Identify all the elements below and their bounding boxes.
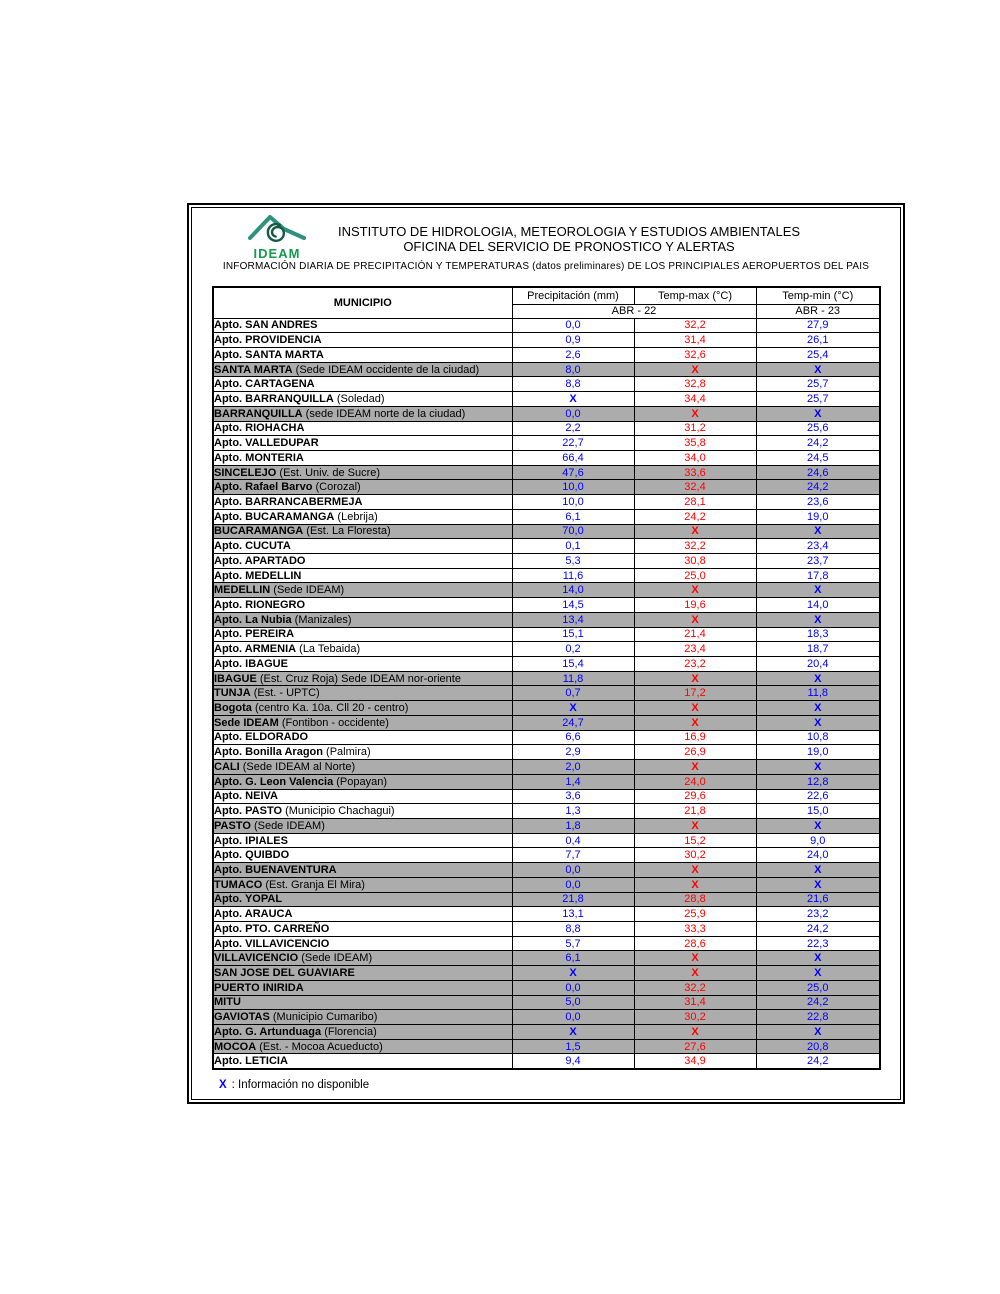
municipio-cell: Apto. Rafael Barvo (Corozal) <box>213 480 512 495</box>
precip-cell: 0,9 <box>512 333 634 348</box>
municipio-cell: Apto. ARAUCA <box>213 907 512 922</box>
table-row <box>213 892 880 907</box>
table-row <box>213 980 880 995</box>
temp-max-cell: 21,4 <box>634 627 756 642</box>
table-row <box>213 715 880 730</box>
temp-max-cell: 19,6 <box>634 598 756 613</box>
table-row <box>213 583 880 598</box>
table-row <box>213 966 880 981</box>
municipio-cell: CALI (Sede IDEAM al Norte) <box>213 760 512 775</box>
temp-max-cell: 32,2 <box>634 980 756 995</box>
temp-min-cell: 24,5 <box>756 450 880 465</box>
table-row <box>213 495 880 510</box>
temp-min-cell: 24,2 <box>756 480 880 495</box>
table-row <box>213 760 880 775</box>
table-row <box>213 833 880 848</box>
precip-cell: 21,8 <box>512 892 634 907</box>
temp-min-cell: X <box>756 760 880 775</box>
municipio-cell: Apto. MEDELLIN <box>213 568 512 583</box>
municipio-cell: SAN JOSE DEL GUAVIARE <box>213 966 512 981</box>
weather-table <box>212 286 881 1070</box>
municipio-cell: Apto. IBAGUE <box>213 657 512 672</box>
precip-cell: 15,4 <box>512 657 634 672</box>
table-row <box>213 995 880 1010</box>
table-row <box>213 1039 880 1054</box>
municipio-cell: Apto. SAN ANDRES <box>213 318 512 333</box>
precip-cell: 2,2 <box>512 421 634 436</box>
precip-cell: X <box>512 392 634 407</box>
temp-min-cell: X <box>756 966 880 981</box>
precip-cell: 9,4 <box>512 1054 634 1069</box>
municipio-cell: VILLAVICENCIO (Sede IDEAM) <box>213 951 512 966</box>
temp-min-cell: 22,6 <box>756 789 880 804</box>
table-row <box>213 701 880 716</box>
header-temp-min: Temp-min (°C) <box>756 287 880 304</box>
temp-min-cell: 19,0 <box>756 745 880 760</box>
precip-cell: 0,0 <box>512 1010 634 1025</box>
precip-cell: 0,2 <box>512 642 634 657</box>
temp-min-cell: X <box>756 362 880 377</box>
municipio-cell: PASTO (Sede IDEAM) <box>213 818 512 833</box>
table-row <box>213 406 880 421</box>
municipio-cell: GAVIOTAS (Municipio Cumaribo) <box>213 1010 512 1025</box>
temp-min-cell: 20,8 <box>756 1039 880 1054</box>
temp-min-cell: 9,0 <box>756 833 880 848</box>
municipio-cell: Apto. BUCARAMANGA (Lebrija) <box>213 509 512 524</box>
temp-min-cell: 25,6 <box>756 421 880 436</box>
temp-max-cell: 25,0 <box>634 568 756 583</box>
municipio-cell: Apto. BUENAVENTURA <box>213 863 512 878</box>
table-row <box>213 450 880 465</box>
temp-max-cell: X <box>634 406 756 421</box>
municipio-cell: IBAGUE (Est. Cruz Roja) Sede IDEAM nor-oriente <box>213 671 512 686</box>
precip-cell: 8,8 <box>512 921 634 936</box>
municipio-cell: Apto. VILLAVICENCIO <box>213 936 512 951</box>
temp-max-cell: X <box>634 612 756 627</box>
precip-cell: 11,8 <box>512 671 634 686</box>
municipio-cell: Sede IDEAM (Fontibon - occidente) <box>213 715 512 730</box>
temp-min-cell: 24,2 <box>756 921 880 936</box>
temp-min-cell: 14,0 <box>756 598 880 613</box>
temp-min-cell: 26,1 <box>756 333 880 348</box>
municipio-cell: Apto. IPIALES <box>213 833 512 848</box>
temp-max-cell: 32,4 <box>634 480 756 495</box>
temp-min-cell: 22,8 <box>756 1010 880 1025</box>
table-row <box>213 1010 880 1025</box>
header-precipitacion: Precipitación (mm) <box>512 287 634 304</box>
municipio-cell: Apto. RIONEGRO <box>213 598 512 613</box>
table-row <box>213 936 880 951</box>
temp-max-cell: X <box>634 524 756 539</box>
temp-min-cell: 25,4 <box>756 347 880 362</box>
precip-cell: 5,0 <box>512 995 634 1010</box>
municipio-cell: Apto. G. Artunduaga (Florencia) <box>213 1025 512 1040</box>
temp-min-cell: X <box>756 583 880 598</box>
temp-max-cell: 21,8 <box>634 804 756 819</box>
table-row <box>213 671 880 686</box>
temp-max-cell: 23,4 <box>634 642 756 657</box>
temp-min-cell: X <box>756 701 880 716</box>
temp-max-cell: 34,4 <box>634 392 756 407</box>
precip-cell: 1,3 <box>512 804 634 819</box>
table-row <box>213 848 880 863</box>
table-row <box>213 392 880 407</box>
precip-cell: 0,0 <box>512 980 634 995</box>
table-row <box>213 436 880 451</box>
org-title-line2: OFICINA DEL SERVICIO DE PRONOSTICO Y ALERTAS <box>403 239 735 254</box>
municipio-cell: Apto. PEREIRA <box>213 627 512 642</box>
temp-max-cell: X <box>634 583 756 598</box>
table-row <box>213 951 880 966</box>
temp-max-cell: 32,2 <box>634 539 756 554</box>
page-frame <box>187 203 905 1104</box>
precip-cell: 5,7 <box>512 936 634 951</box>
municipio-cell: Apto. VALLEDUPAR <box>213 436 512 451</box>
table-row <box>213 877 880 892</box>
precip-cell: X <box>512 701 634 716</box>
temp-min-cell: 17,8 <box>756 568 880 583</box>
temp-min-cell: 25,7 <box>756 392 880 407</box>
logo-text: IDEAM <box>253 246 301 261</box>
municipio-cell: Apto. G. Leon Valencia (Popayan) <box>213 774 512 789</box>
municipio-cell: Apto. CUCUTA <box>213 539 512 554</box>
precip-cell: 8,8 <box>512 377 634 392</box>
temp-max-cell: X <box>634 701 756 716</box>
table-body <box>213 318 880 1069</box>
municipio-cell: Apto. PASTO (Municipio Chachagui) <box>213 804 512 819</box>
temp-min-cell: 27,9 <box>756 318 880 333</box>
temp-max-cell: 24,0 <box>634 774 756 789</box>
table-row <box>213 362 880 377</box>
municipio-cell: Apto. Bonilla Aragon (Palmira) <box>213 745 512 760</box>
precip-cell: 24,7 <box>512 715 634 730</box>
table-row <box>213 539 880 554</box>
temp-max-cell: X <box>634 951 756 966</box>
precip-cell: 10,0 <box>512 480 634 495</box>
municipio-cell: Apto. La Nubia (Manizales) <box>213 612 512 627</box>
table-row <box>213 421 880 436</box>
precip-cell: 14,5 <box>512 598 634 613</box>
precip-cell: 0,4 <box>512 833 634 848</box>
temp-max-cell: X <box>634 1025 756 1040</box>
temp-max-cell: 31,2 <box>634 421 756 436</box>
table-row <box>213 524 880 539</box>
temp-min-cell: 25,0 <box>756 980 880 995</box>
temp-min-cell: 24,6 <box>756 465 880 480</box>
municipio-cell: PUERTO INIRIDA <box>213 980 512 995</box>
header-municipio: MUNICIPIO <box>213 287 512 318</box>
temp-min-cell: 24,2 <box>756 995 880 1010</box>
precip-cell: 0,0 <box>512 406 634 421</box>
temp-max-cell: 30,8 <box>634 554 756 569</box>
precip-cell: 1,5 <box>512 1039 634 1054</box>
precip-cell: 0,0 <box>512 863 634 878</box>
temp-min-cell: 24,0 <box>756 848 880 863</box>
precip-cell: 0,0 <box>512 318 634 333</box>
municipio-cell: Apto. PROVIDENCIA <box>213 333 512 348</box>
municipio-cell: Apto. LETICIA <box>213 1054 512 1069</box>
temp-min-cell: X <box>756 715 880 730</box>
municipio-cell: MOCOA (Est. - Mocoa Acueducto) <box>213 1039 512 1054</box>
temp-min-cell: X <box>756 818 880 833</box>
precip-cell: 66,4 <box>512 450 634 465</box>
municipio-cell: BARRANQUILLA (sede IDEAM norte de la ciudad) <box>213 406 512 421</box>
temp-max-cell: 30,2 <box>634 1010 756 1025</box>
temp-max-cell: 26,9 <box>634 745 756 760</box>
temp-max-cell: X <box>634 362 756 377</box>
table-row <box>213 465 880 480</box>
temp-max-cell: 28,6 <box>634 936 756 951</box>
precip-cell: 6,6 <box>512 730 634 745</box>
temp-max-cell: 32,8 <box>634 377 756 392</box>
table-row <box>213 318 880 333</box>
precip-cell: 3,6 <box>512 789 634 804</box>
precip-cell: 7,7 <box>512 848 634 863</box>
precip-cell: 5,3 <box>512 554 634 569</box>
table-row <box>213 804 880 819</box>
precip-cell: 1,8 <box>512 818 634 833</box>
temp-min-cell: 20,4 <box>756 657 880 672</box>
legend <box>219 1079 900 1091</box>
temp-max-cell: 33,3 <box>634 921 756 936</box>
municipio-cell: Apto. MONTERIA <box>213 450 512 465</box>
temp-min-cell: X <box>756 612 880 627</box>
temp-max-cell: X <box>634 863 756 878</box>
table-row <box>213 377 880 392</box>
municipio-cell: Apto. APARTADO <box>213 554 512 569</box>
table-header <box>213 287 880 318</box>
temp-min-cell: 25,7 <box>756 377 880 392</box>
precip-cell: 14,0 <box>512 583 634 598</box>
precip-cell: 0,0 <box>512 877 634 892</box>
temp-min-cell: X <box>756 524 880 539</box>
document-header <box>192 208 900 286</box>
table-row <box>213 509 880 524</box>
municipio-cell: Apto. NEIVA <box>213 789 512 804</box>
precip-cell: 13,1 <box>512 907 634 922</box>
municipio-cell: TUMACO (Est. Granja El Mira) <box>213 877 512 892</box>
temp-max-cell: X <box>634 715 756 730</box>
temp-min-cell: 15,0 <box>756 804 880 819</box>
temp-min-cell: 18,7 <box>756 642 880 657</box>
temp-max-cell: 17,2 <box>634 686 756 701</box>
precip-cell: X <box>512 966 634 981</box>
municipio-cell: Bogota (centro Ka. 10a. Cll 20 - centro) <box>213 701 512 716</box>
temp-max-cell: 35,8 <box>634 436 756 451</box>
header-date-abr22: ABR - 22 <box>512 304 756 318</box>
municipio-cell: BUCARAMANGA (Est. La Floresta) <box>213 524 512 539</box>
precip-cell: 6,1 <box>512 951 634 966</box>
temp-min-cell: 23,6 <box>756 495 880 510</box>
ideam-logo-icon <box>246 212 308 246</box>
temp-max-cell: 23,2 <box>634 657 756 672</box>
ideam-logo <box>242 212 312 261</box>
temp-max-cell: 32,6 <box>634 347 756 362</box>
temp-min-cell: 12,8 <box>756 774 880 789</box>
table-row <box>213 745 880 760</box>
table-row <box>213 642 880 657</box>
temp-max-cell: 16,9 <box>634 730 756 745</box>
temp-min-cell: 18,3 <box>756 627 880 642</box>
temp-max-cell: 34,9 <box>634 1054 756 1069</box>
precip-cell: 1,4 <box>512 774 634 789</box>
precip-cell: X <box>512 1025 634 1040</box>
temp-max-cell: 30,2 <box>634 848 756 863</box>
header-date-abr23: ABR - 23 <box>756 304 880 318</box>
table-row <box>213 686 880 701</box>
table-row <box>213 627 880 642</box>
org-title-line1: INSTITUTO DE HIDROLOGIA, METEOROLOGIA Y ESTUDIOS AMBIENTALES <box>337 224 801 239</box>
precip-cell: 0,7 <box>512 686 634 701</box>
municipio-cell: MITU <box>213 995 512 1010</box>
temp-min-cell: X <box>756 1025 880 1040</box>
precip-cell: 2,6 <box>512 347 634 362</box>
municipio-cell: Apto. BARRANQUILLA (Soledad) <box>213 392 512 407</box>
precip-cell: 15,1 <box>512 627 634 642</box>
municipio-cell: Apto. BARRANCABERMEJA <box>213 495 512 510</box>
temp-max-cell: X <box>634 671 756 686</box>
precip-cell: 13,4 <box>512 612 634 627</box>
table-row <box>213 1054 880 1069</box>
temp-min-cell: 10,8 <box>756 730 880 745</box>
temp-min-cell: X <box>756 877 880 892</box>
municipio-cell: SANTA MARTA (Sede IDEAM occidente de la ciudad) <box>213 362 512 377</box>
temp-min-cell: X <box>756 671 880 686</box>
temp-max-cell: X <box>634 760 756 775</box>
precip-cell: 0,1 <box>512 539 634 554</box>
temp-min-cell: X <box>756 406 880 421</box>
temp-max-cell: 24,2 <box>634 509 756 524</box>
temp-max-cell: 34,0 <box>634 450 756 465</box>
table-row <box>213 333 880 348</box>
table-row <box>213 554 880 569</box>
report-subtitle: INFORMACIÓN DIARIA DE PRECIPITACIÓN Y TEMPERATURAS (datos preliminares) DE LOS PRINCIPIALES AEROPUERTOS DEL PAIS <box>222 261 870 272</box>
table-row <box>213 921 880 936</box>
table-row <box>213 657 880 672</box>
temp-max-cell: 28,1 <box>634 495 756 510</box>
municipio-cell: TUNJA (Est. - UPTC) <box>213 686 512 701</box>
table-row <box>213 863 880 878</box>
temp-max-cell: 28,8 <box>634 892 756 907</box>
temp-max-cell: 33,6 <box>634 465 756 480</box>
temp-max-cell: X <box>634 966 756 981</box>
municipio-cell: Apto. SANTA MARTA <box>213 347 512 362</box>
legend-text: : Información no disponible <box>231 1078 370 1091</box>
temp-min-cell: 24,2 <box>756 436 880 451</box>
precip-cell: 11,6 <box>512 568 634 583</box>
precip-cell: 10,0 <box>512 495 634 510</box>
temp-max-cell: 29,6 <box>634 789 756 804</box>
temp-min-cell: 23,7 <box>756 554 880 569</box>
table-row <box>213 1025 880 1040</box>
temp-max-cell: 27,6 <box>634 1039 756 1054</box>
municipio-cell: Apto. PTO. CARREÑO <box>213 921 512 936</box>
precip-cell: 2,0 <box>512 760 634 775</box>
precip-cell: 70,0 <box>512 524 634 539</box>
temp-min-cell: X <box>756 863 880 878</box>
temp-max-cell: 32,2 <box>634 318 756 333</box>
municipio-cell: Apto. QUIBDO <box>213 848 512 863</box>
municipio-cell: MEDELLIN (Sede IDEAM) <box>213 583 512 598</box>
table-row <box>213 480 880 495</box>
municipio-cell: Apto. YOPAL <box>213 892 512 907</box>
municipio-cell: Apto. ARMENIA (La Tebaida) <box>213 642 512 657</box>
table-row <box>213 730 880 745</box>
precip-cell: 2,9 <box>512 745 634 760</box>
precip-cell: 22,7 <box>512 436 634 451</box>
legend-symbol: X <box>219 1078 227 1091</box>
precip-cell: 6,1 <box>512 509 634 524</box>
table-row <box>213 598 880 613</box>
table-row <box>213 907 880 922</box>
table-row <box>213 818 880 833</box>
temp-min-cell: 11,8 <box>756 686 880 701</box>
temp-min-cell: 22,3 <box>756 936 880 951</box>
temp-max-cell: X <box>634 818 756 833</box>
temp-min-cell: 24,2 <box>756 1054 880 1069</box>
table-row <box>213 612 880 627</box>
temp-max-cell: 31,4 <box>634 333 756 348</box>
page-frame-inner <box>191 207 901 1100</box>
municipio-cell: Apto. RIOHACHA <box>213 421 512 436</box>
precip-cell: 47,6 <box>512 465 634 480</box>
municipio-cell: Apto. CARTAGENA <box>213 377 512 392</box>
temp-min-cell: X <box>756 951 880 966</box>
temp-max-cell: 25,9 <box>634 907 756 922</box>
temp-max-cell: 15,2 <box>634 833 756 848</box>
table-row <box>213 347 880 362</box>
municipio-cell: SINCELEJO (Est. Univ. de Sucre) <box>213 465 512 480</box>
municipio-cell: Apto. ELDORADO <box>213 730 512 745</box>
table-row <box>213 774 880 789</box>
temp-max-cell: 31,4 <box>634 995 756 1010</box>
table-row <box>213 568 880 583</box>
temp-min-cell: 21,6 <box>756 892 880 907</box>
table-row <box>213 789 880 804</box>
header-temp-max: Temp-max (°C) <box>634 287 756 304</box>
temp-min-cell: 23,4 <box>756 539 880 554</box>
temp-min-cell: 19,0 <box>756 509 880 524</box>
temp-max-cell: X <box>634 877 756 892</box>
precip-cell: 8,0 <box>512 362 634 377</box>
temp-min-cell: 23,2 <box>756 907 880 922</box>
